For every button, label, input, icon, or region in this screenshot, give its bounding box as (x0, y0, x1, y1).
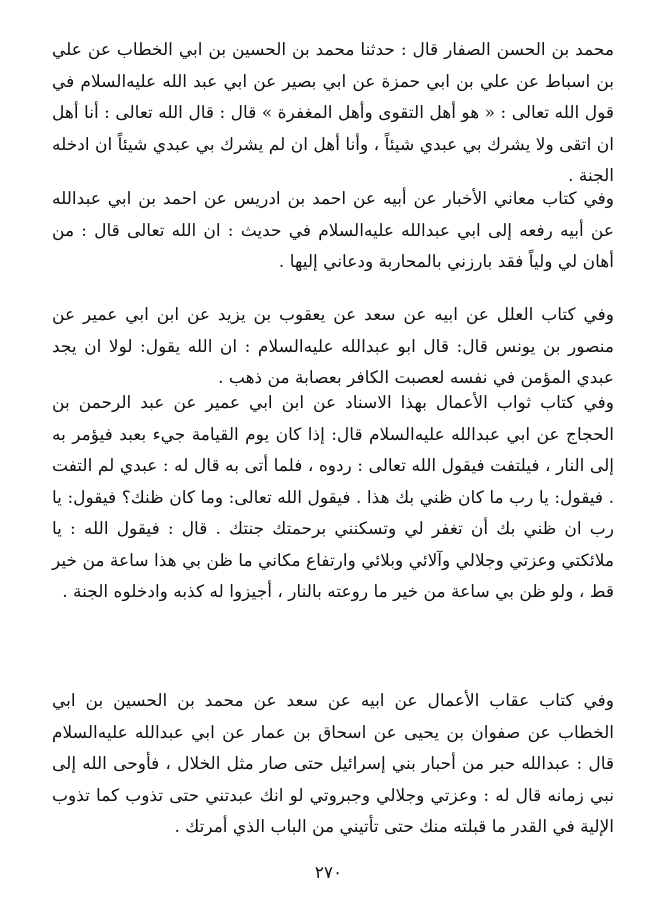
paragraph-5: وفي كتاب عقاب الأعمال عن ابيه عن سعد عن محمد بن الحسين بن ابي الخطاب عن صفوان بن يحيى عن اسحاق بن عمار عن ابي عبدالله عليه‌السلام قال : عبدالله حبر من أحبار بني إسرائيل حتى صار مثل الخلال ، فأوحى الله إلى نبي زمانه قال له : وعزتي وجلالي وجبروتي لو انك عبدتني حتى تذوب كما تذوب الإلية في القدر ما قبلته منك حتى تأتيني من الباب الذي أمرتك . (52, 691, 614, 837)
paragraph-2: وفي كتاب معاني الأخبار عن أبيه عن احمد بن ادريس عن احمد بن ابي عبدالله عن أبيه رفعه إلى ابي عبدالله عليه‌السلام في حديث : ان الله تعالى قال : من أهان لي ولياً فقد بارزني بالمحاربة ودعاني إليها . (52, 189, 614, 272)
paragraph-1: محمد بن الحسن الصفار قال : حدثنا محمد بن الحسين بن ابي الخطاب عن علي بن اسباط عن علي بن ابي حمزة عن ابي بصير عن ابي عبد الله عليه‌السلام في قول الله تعالى : « هو أهل التقوى وأهل المغفرة » قال : قال الله تعالى : أنا أهل ان اتقى ولا يشرك بي عبدي شيئاً ، وأنا أهل ان لم يشرك بي عبدي شيئاً ان ادخله الجنة . (52, 40, 614, 186)
paragraph-4: وفي كتاب ثواب الأعمال بهذا الاسناد عن ابن ابي عمير عن عبد الرحمن بن الحجاج عن ابي عبدالله عليه‌السلام قال: إذا كان يوم القيامة جيء بعبد فيؤمر به إلى النار ، فيلتفت فيقول الله تعالى : ردوه ، فلما أتى به قال له : عبدي لم التفت . فيقول: يا رب ما كان ظني بك هذا . فيقول الله تعالى: وما كان ظنك؟ فيقول: يا رب ان ظني بك أن تغفر لي وتسكنني برحمتك جنتك . قال : فيقول الله : يا ملائكتي وعزتي وجلالي وآلائي وبلائي وارتفاع مكاني ما ظن بي هذا ساعة من خير قط ، ولو ظن بي ساعة من خير ما روعته بالنار ، أجيزوا له كذبه وادخلوه الجنة . (52, 393, 614, 602)
paragraph-3: وفي كتاب العلل عن ابيه عن سعد عن يعقوب بن يزيد عن ابن ابي عمير عن منصور بن يونس قال: قال ابو عبدالله عليه‌السلام : ان الله يقول: لولا ان يجد عبدي المؤمن في نفسه لعصبت الكافر بعصابة من ذهب . (52, 305, 614, 388)
page-number: ٢٧٠ (314, 863, 343, 883)
